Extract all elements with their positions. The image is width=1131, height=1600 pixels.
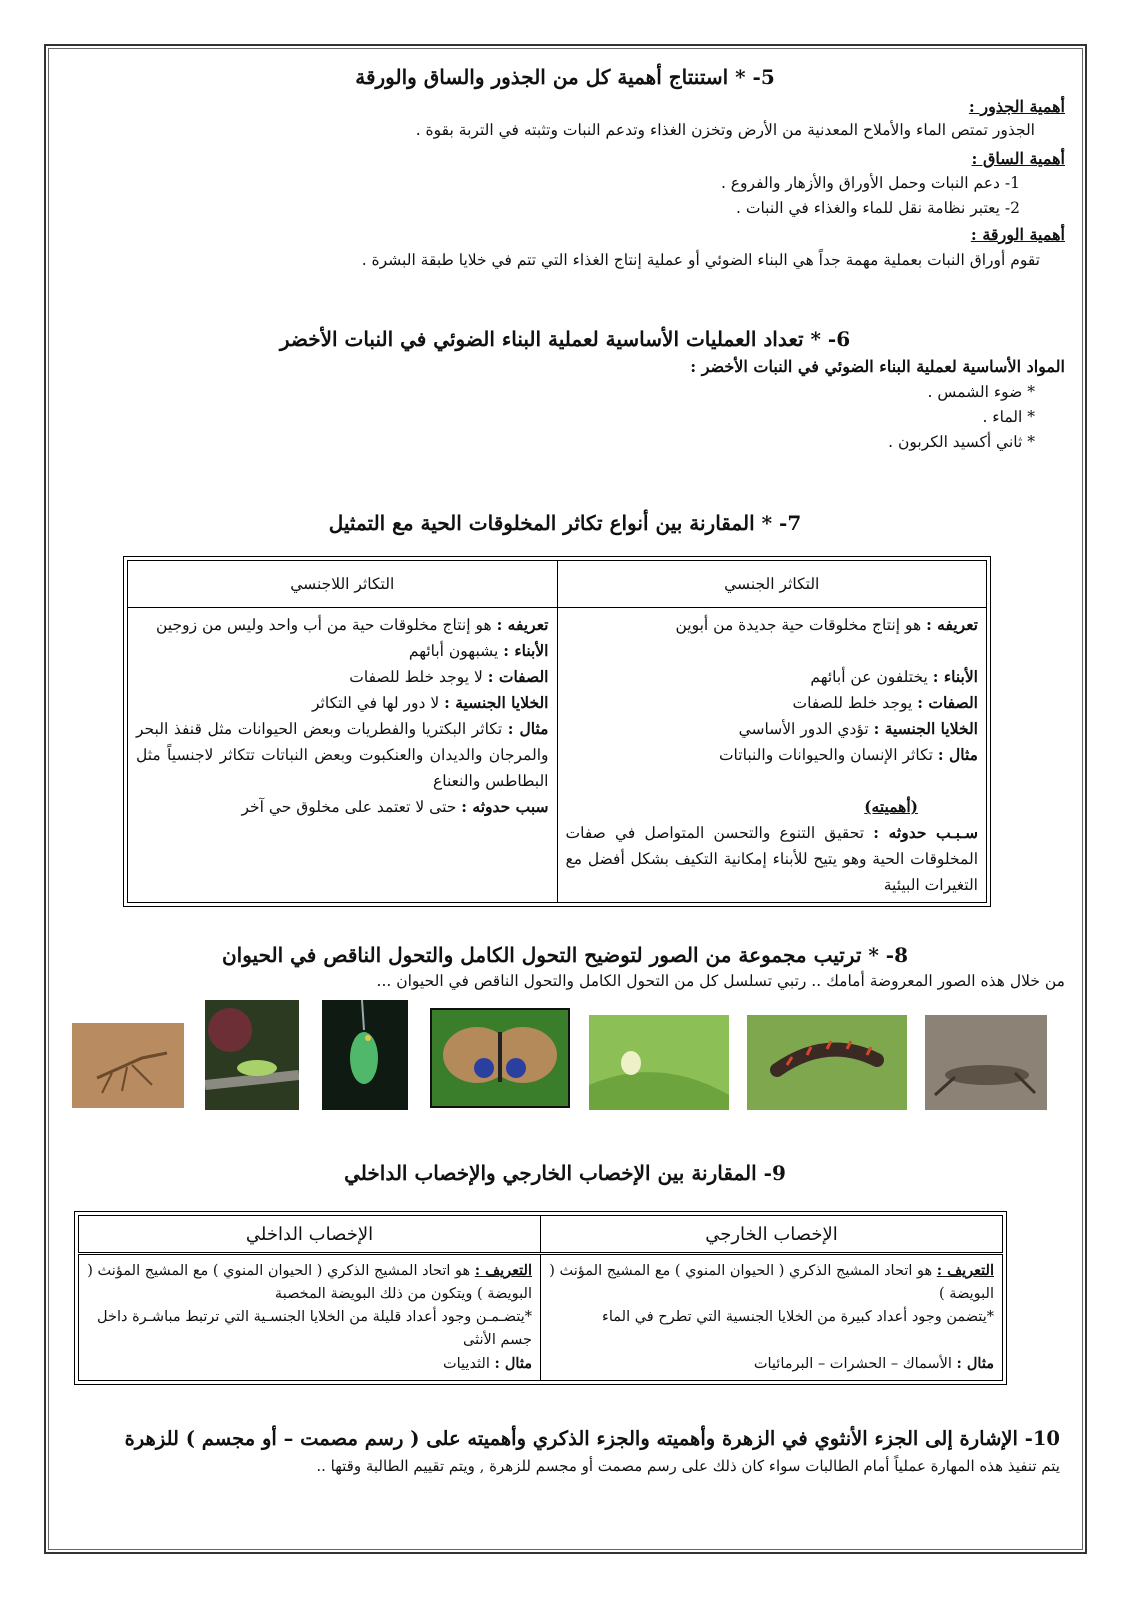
grasshopper-adult-icon — [925, 1015, 1047, 1110]
stem-item-2: 2- يعتبر نظامة نقل للماء والغذاء في النبات . — [736, 199, 1020, 217]
sexual-traits-label: الصفات : — [917, 693, 978, 712]
sexual-cells: تؤدي الدور الأساسي — [738, 720, 869, 738]
asexual-cells-label: الخلايا الجنسية : — [444, 693, 549, 712]
asexual-reason: حتى لا تعتمد على مخلوق حي آخر — [241, 798, 457, 816]
leaf-heading: أهمية الورقة : — [970, 225, 1065, 244]
photo-grasshopper-young — [205, 1000, 299, 1110]
section8-title: 8- * ترتيب مجموعة من الصور لتوضيح التحول الكامل والتحول الناقص في الحيوان — [221, 943, 909, 967]
sexual-children: يختلفون عن أبائهم — [810, 668, 928, 686]
sexual-def: هو إنتاج مخلوقات حية جديدة من أبوين — [675, 616, 922, 634]
external-note: *يتضمن وجود أعداد كبيرة من الخلايا الجنسية التي تطرح في الماء — [602, 1309, 994, 1325]
section9-title: 9- المقارنة بين الإخصاب الخارجي والإخصاب الداخلي — [344, 1161, 786, 1185]
sexual-importance: (أهميته) — [864, 797, 918, 816]
photo-nymph — [72, 1023, 184, 1108]
col-internal-header: الإخصاب الداخلي — [79, 1216, 541, 1254]
sexual-example-label: مثال : — [937, 745, 978, 764]
internal-def: هو اتحاد المشيج الذكري ( الحيوان المنوي ) مع المشيج المؤنث ( البويضة ) ويتكون من ذلك البويضة المخصبة — [87, 1263, 532, 1302]
butterfly-icon — [432, 1010, 568, 1106]
col-sexual-header: التكاثر الجنسي — [557, 561, 987, 608]
metamorphosis-photos — [72, 1000, 1072, 1115]
caterpillar-icon — [747, 1015, 907, 1110]
asexual-cell — [128, 608, 558, 903]
internal-example-label: مثال : — [494, 1355, 532, 1372]
sexual-def-label: تعريفه : — [926, 615, 978, 634]
internal-note: *يتضـمـن وجود أعداد قليلة من الخلايا الجنسـية التي ترتبط مباشـرة داخل جسم الأنثى — [97, 1309, 532, 1348]
sexual-reason: تحقيق التنوع والتحسن المتواصل في صفات المخلوقات الحية وهو يتيح للأبناء إمكانية التكيف بشكل أفضل مع التغيرات البيئية — [565, 824, 978, 894]
sexual-example: تكاثر الإنسان والحيوانات والنباتات — [718, 746, 933, 764]
section5-title: 5- * استنتاج أهمية كل من الجذور والساق والورقة — [355, 65, 775, 89]
asexual-cells: لا دور لها في التكاثر — [311, 694, 440, 712]
asexual-children: يشبهون أبائهم — [408, 642, 499, 660]
nymph-icon — [72, 1023, 184, 1108]
section7-title: 7- * المقارنة بين أنواع تكاثر المخلوقات الحية مع التمثيل — [328, 511, 802, 535]
grasshopper-icon — [205, 1000, 299, 1110]
section10-title: 10- الإشارة إلى الجزء الأنثوي في الزهرة وأهميته والجزء الذكري وأهميته على ( رسم مصمت – أو مجسم ) للزهرة — [124, 1427, 1060, 1450]
asexual-example-label: مثال : — [507, 719, 549, 738]
internal-cell — [79, 1254, 541, 1381]
sexual-cell — [557, 608, 987, 903]
roots-heading: أهمية الجذور : — [968, 97, 1065, 116]
photo-chrysalis — [322, 1000, 408, 1110]
roots-text: الجذور تمتص الماء والأملاح المعدنية من الأرض وتخزن الغذاء وتدعم النبات وتثبته في التربة بقوة . — [415, 121, 1035, 139]
asexual-example: تكاثر البكتريا والفطريات وبعض الحيوانات مثل قنفذ البحر والمرجان والديدان والعنكبوت وبعض النباتات تتكاثر لاجنسياً مثل البطاطس والنعناع — [136, 720, 549, 790]
asexual-children-label: الأبناء : — [503, 641, 549, 660]
sexual-reason-label: سـبـب حدوثه : — [873, 823, 979, 842]
col-asexual-header: التكاثر اللاجنسي — [128, 561, 558, 608]
col-external-header: الإخصاب الخارجي — [541, 1216, 1003, 1254]
material-item-3: * ثاني أكسيد الكربون . — [888, 433, 1035, 451]
stem-item-1: 1- دعم النبات وحمل الأوراق والأزهار والفروع . — [720, 174, 1020, 192]
section10-text: يتم تنفيذ هذه المهارة عملياً أمام الطالبات سواء كان ذلك على رسم مصمت أو مجسم للزهرة , ويتم تقييم الطالبة وقتها .. — [316, 1457, 1060, 1475]
section8-intro: من خلال هذه الصور المعروضة أمامك .. رتبي تسلسل كل من التحول الكامل والتحول الناقص في الحيوان ... — [376, 972, 1065, 990]
leaf-text: تقوم أوراق النبات بعملية مهمة جداً هي البناء الضوئي أو عملية إنتاج الغذاء التي تتم في خلايا طبقة البشرة . — [361, 251, 1040, 269]
stem-heading: أهمية الساق : — [971, 149, 1065, 168]
sexual-traits: يوجد خلط للصفات — [792, 694, 913, 712]
external-example: الأسماك – الحشرات – البرمائيات — [753, 1356, 952, 1372]
materials-heading: المواد الأساسية لعملية البناء الضوئي في النبات الأخضر : — [690, 357, 1065, 376]
photo-egg — [589, 1015, 729, 1110]
photo-butterfly — [430, 1008, 570, 1108]
material-item-2: * الماء . — [982, 408, 1035, 426]
asexual-def: هو إنتاج مخلوقات حية من أب واحد وليس من زوجين — [156, 616, 492, 634]
external-example-label: مثال : — [956, 1355, 994, 1372]
external-def-label: التعريف : — [936, 1262, 994, 1279]
material-item-1: * ضوء الشمس . — [927, 383, 1035, 401]
egg-icon — [589, 1015, 729, 1110]
sexual-children-label: الأبناء : — [932, 667, 978, 686]
asexual-traits-label: الصفات : — [487, 667, 549, 686]
asexual-reason-label: سبب حدوثه : — [461, 797, 549, 816]
reproduction-table — [127, 560, 987, 903]
asexual-traits: لا يوجد خلط للصفات — [349, 668, 483, 686]
photo-caterpillar — [747, 1015, 907, 1110]
fertilization-table — [78, 1215, 1003, 1381]
external-cell — [541, 1254, 1003, 1381]
chrysalis-icon — [322, 1000, 408, 1110]
photo-grasshopper-adult — [925, 1015, 1047, 1110]
external-def: هو اتحاد المشيج الذكري ( الحيوان المنوي ) مع المشيج المؤنث ( البويضة ) — [549, 1263, 994, 1302]
section6-title: 6- * تعداد العمليات الأساسية لعملية البناء الضوئي في النبات الأخضر — [279, 327, 851, 351]
internal-def-label: التعريف : — [474, 1262, 532, 1279]
asexual-def-label: تعريفه : — [496, 615, 549, 634]
sexual-cells-label: الخلايا الجنسية : — [873, 719, 978, 738]
internal-example: الثدييات — [442, 1356, 490, 1372]
